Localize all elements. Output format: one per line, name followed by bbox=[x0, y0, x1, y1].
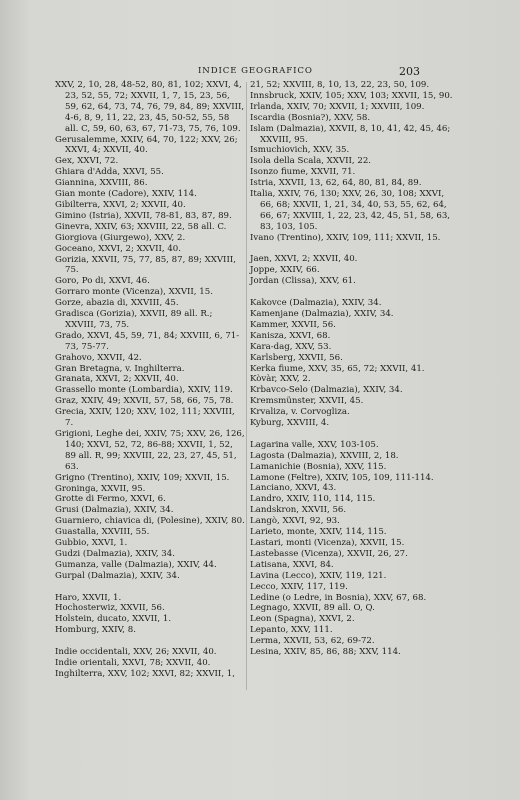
index-entry: Granata, XXVI, 2; XXVII, 40. bbox=[55, 374, 179, 385]
index-entry: Lagarina valle, XXV, 103-105. bbox=[250, 439, 379, 450]
index-entry: Krvaliza, v. Corvogliza. bbox=[250, 407, 350, 418]
index-entry: Lastari, monti (Vicenza), XXVII, 15. bbox=[250, 538, 405, 549]
index-entry: Grado, XXVI, 45, 59, 71, 84; XXVIII, 6, 71-73, 75-77. bbox=[55, 330, 240, 352]
index-entry: Gorze, abazia di, XXVIII, 45. bbox=[55, 298, 179, 309]
index-entry: Innsbruck, XXIV, 105; XXV, 103; XXVII, 15, 90. bbox=[250, 90, 453, 101]
index-entry: Ghiara d'Adda, XXVI, 55. bbox=[55, 167, 164, 178]
index-entry: Legnago, XXVII, 89 all. O, Q. bbox=[250, 603, 375, 614]
index-entry: Grahovo, XXVII, 42. bbox=[55, 352, 142, 363]
index-entry: Grigno (Trentino), XXIV, 109; XXVII, 15. bbox=[55, 472, 230, 483]
section-gap bbox=[250, 429, 460, 440]
index-entry: Gerusalemme, XXIV, 64, 70, 122; XXV, 26; XXVI, 4; XXVII, 40. bbox=[55, 134, 238, 156]
index-entry: Kara-dag, XXV, 53. bbox=[250, 341, 332, 352]
index-entry: Kyburg, XXVIII, 4. bbox=[250, 418, 330, 429]
index-entry: Krbavco-Selo (Dalmazia), XXIV, 34. bbox=[250, 385, 403, 396]
index-entry: Hochosterwiz, XXVII, 56. bbox=[55, 603, 165, 614]
index-entry: Grecia, XXIV, 120; XXV, 102, 111; XXVIII, 7. bbox=[55, 407, 235, 429]
index-entry: Gurpal (Dalmazia), XXIV, 34. bbox=[55, 570, 180, 581]
index-entry: Lepanto, XXV, 111. bbox=[250, 625, 333, 636]
index-entry: Groninga, XXVII, 95. bbox=[55, 483, 146, 494]
column-divider bbox=[246, 82, 247, 690]
index-entry: Lastebasse (Vicenza), XXVII, 26, 27. bbox=[250, 548, 408, 559]
index-entry: Goro, Po di, XXVI, 46. bbox=[55, 276, 150, 287]
section-gap bbox=[250, 287, 460, 298]
index-entry: Latisana, XXVI, 84. bbox=[250, 559, 334, 570]
index-entry: Iscardia (Bosnia?), XXV, 58. bbox=[250, 112, 371, 123]
index-entry: Gudzi (Dalmazia), XXIV, 34. bbox=[55, 548, 175, 559]
index-entry: Gorizia, XXVII, 75, 77, 85, 87, 89; XXVIII, 75. bbox=[55, 254, 236, 276]
index-entry: Lamone (Feltre), XXIV, 105, 109, 111-114. bbox=[250, 472, 434, 483]
index-entry: Jaen, XXVI, 2; XXVII, 40. bbox=[250, 254, 358, 265]
index-entry: Grusi (Dalmazia), XXIV, 34. bbox=[55, 505, 174, 516]
index-entry: Kamenjane (Dalmazia), XXIV, 34. bbox=[250, 309, 394, 319]
index-entry: Gibilterra, XXVI, 2; XXVII, 40. bbox=[55, 199, 186, 210]
index-entry: Ismuchiovich, XXV, 35. bbox=[250, 145, 350, 156]
index-entry: Kòvàr, XXV, 2. bbox=[250, 374, 311, 385]
index-entry: Guarniero, chiavica di, (Polesine), XXIV, 80. bbox=[55, 516, 245, 527]
index-entry: Lesina, XXIV, 85, 86, 88; XXV, 114. bbox=[250, 647, 401, 658]
index-entry: Kremsmünster, XXVII, 45. bbox=[250, 396, 364, 407]
index-entry: Inghilterra, XXV, 102; XXVI, 82; XXVII, 1, bbox=[55, 668, 235, 679]
index-entry: Gex, XXVI, 72. bbox=[55, 156, 119, 167]
index-entry: Homburg, XXIV, 8. bbox=[55, 625, 136, 636]
running-title: INDICE GEOGRAFICO bbox=[198, 66, 313, 76]
index-entry: Gubbio, XXVI, 1. bbox=[55, 538, 128, 549]
index-entry: Langò, XXVI, 92, 93. bbox=[250, 516, 340, 527]
index-entry: Ginevra, XXIV, 63; XXVIII, 22, 58 all. C. bbox=[55, 221, 227, 232]
index-entry: Landskron, XXVII, 56. bbox=[250, 505, 347, 516]
index-entry: Haro, XXVII, 1. bbox=[55, 592, 122, 603]
index-entry: Lavina (Lecco), XXIV, 119, 121. bbox=[250, 570, 387, 581]
index-entry: Joppe, XXIV, 66. bbox=[250, 265, 320, 276]
index-entry: Gorraro monte (Vicenza), XXVII, 15. bbox=[55, 287, 213, 298]
index-entry: Irlanda, XXIV, 70; XXVII, 1; XXVIII, 109. bbox=[250, 101, 425, 112]
index-entry: Kammer, XXVII, 56. bbox=[250, 319, 336, 330]
index-entry: Ivano (Trentino), XXIV, 109, 111; XXVII, 15. bbox=[250, 232, 441, 243]
index-entry: Lamanichie (Bosnia), XXV, 115. bbox=[250, 461, 387, 472]
index-entry: Kakovce (Dalmazia), XXIV, 34. bbox=[250, 298, 382, 309]
index-entry: Gimino (Istria), XXVII, 78-81, 83, 87, 89. bbox=[55, 210, 232, 221]
index-entry: 21, 52; XXVIII, 8, 10, 13, 22, 23, 50, 109. bbox=[250, 80, 430, 90]
index-entry: Goceano, XXVI, 2; XXVII, 40. bbox=[55, 243, 181, 254]
index-entry: Gian monte (Cadore), XXIV, 114. bbox=[55, 189, 197, 200]
index-entry: XXV, 2, 10, 28, 48-52, 80, 81, 102; XXVI, 4, 23, 52, 55, 72; XXVII, 1, 7, 15, 23, 56, 59, 62, 64, 73, 74, 76, 79, 84, 89; XXVIII, 4-6, 8, 9, 11, 22, 23, 45, 50-52, 55, 58 all. C, 59, 60, 63, 67, 71-73, 75, 76, 109. bbox=[55, 80, 245, 134]
index-entry: Gumanza, valle (Dalmazia), XXIV, 44. bbox=[55, 559, 217, 570]
index-entry: Islam (Dalmazia), XXVII, 8, 10, 41, 42, 45, 46; XXVIII, 95. bbox=[250, 123, 451, 145]
index-entry: Istria, XXVII, 13, 62, 64, 80, 81, 84, 89. bbox=[250, 178, 422, 189]
section-gap bbox=[250, 244, 460, 255]
index-entry: Ledine (o Ledre, in Bosnia), XXV, 67, 68. bbox=[250, 592, 427, 603]
index-entry: Isonzo fiume, XXVII, 71. bbox=[250, 167, 356, 178]
index-entry: Larieto, monte, XXIV, 114, 115. bbox=[250, 527, 387, 538]
index-entry: Giannina, XXVIII, 86. bbox=[55, 178, 148, 189]
index-column-right bbox=[250, 80, 460, 658]
index-entry: Giorgiova (Giurgewo), XXV, 2. bbox=[55, 232, 186, 243]
index-entry: Lanciano, XXVI, 43. bbox=[250, 483, 337, 494]
index-entry: Kerka fiume, XXV, 35, 65, 72; XXVII, 41. bbox=[250, 363, 425, 374]
index-entry: Grigioni, Leghe dei, XXIV, 75; XXV, 26, 126, 140; XXVI, 52, 72, 86-88; XXVII, 1, 52, 89 all. R, 99; XXVIII, 22, 23, 27, 45, 51, 63. bbox=[55, 429, 245, 472]
index-entry: Gran Bretagna, v. Inghilterra. bbox=[55, 363, 185, 374]
index-entry: Kanisza, XXVI, 68. bbox=[250, 330, 331, 341]
index-entry: Italia, XXIV, 76, 130; XXV, 26, 30, 108; XXVI, 66, 68; XXVII, 1, 21, 34, 40, 53, 55, 62, 64, 66, 67; XXVIII, 1, 22, 23, 42, 45, 51, 58, 63, 83, 103, 105. bbox=[250, 189, 451, 232]
section-gap bbox=[55, 636, 245, 647]
index-entry: Grotte di Fermo, XXVI, 6. bbox=[55, 494, 166, 505]
index-entry: Indie occidentali, XXV, 26; XXVII, 40. bbox=[55, 647, 217, 658]
index-column-left bbox=[55, 80, 245, 680]
index-entry: Guastalla, XXVIII, 55. bbox=[55, 527, 150, 538]
index-entry: Lerma, XXVII, 53, 62, 69-72. bbox=[250, 636, 375, 647]
index-entry: Jordan (Clissa), XXV, 61. bbox=[250, 276, 356, 287]
index-entry: Grassello monte (Lombardia), XXIV, 119. bbox=[55, 385, 233, 396]
index-entry: Landro, XXIV, 110, 114, 115. bbox=[250, 494, 376, 505]
page-header bbox=[0, 66, 520, 80]
index-entry: Holstein, ducato, XXVII, 1. bbox=[55, 614, 172, 625]
index-entry: Lecco, XXIV, 117, 119. bbox=[250, 581, 348, 592]
index-entry: Isola della Scala, XXVII, 22. bbox=[250, 156, 372, 167]
index-entry: Gradisca (Gorizia), XXVII, 89 all. R.; XXVIII, 73, 75. bbox=[55, 309, 213, 330]
index-entry: Graz, XXIV, 49; XXVII, 57, 58, 66, 75, 78. bbox=[55, 396, 234, 407]
page-number: 203 bbox=[399, 65, 420, 78]
section-gap bbox=[55, 582, 245, 593]
index-entry: Karlsberg, XXVII, 56. bbox=[250, 352, 343, 363]
index-entry: Leon (Spagna), XXVI, 2. bbox=[250, 614, 355, 625]
index-entry: Indie orientali, XXVI, 78; XXVII, 40. bbox=[55, 658, 211, 668]
index-entry: Lagosta (Dalmazia), XXVIII, 2, 18. bbox=[250, 450, 399, 461]
